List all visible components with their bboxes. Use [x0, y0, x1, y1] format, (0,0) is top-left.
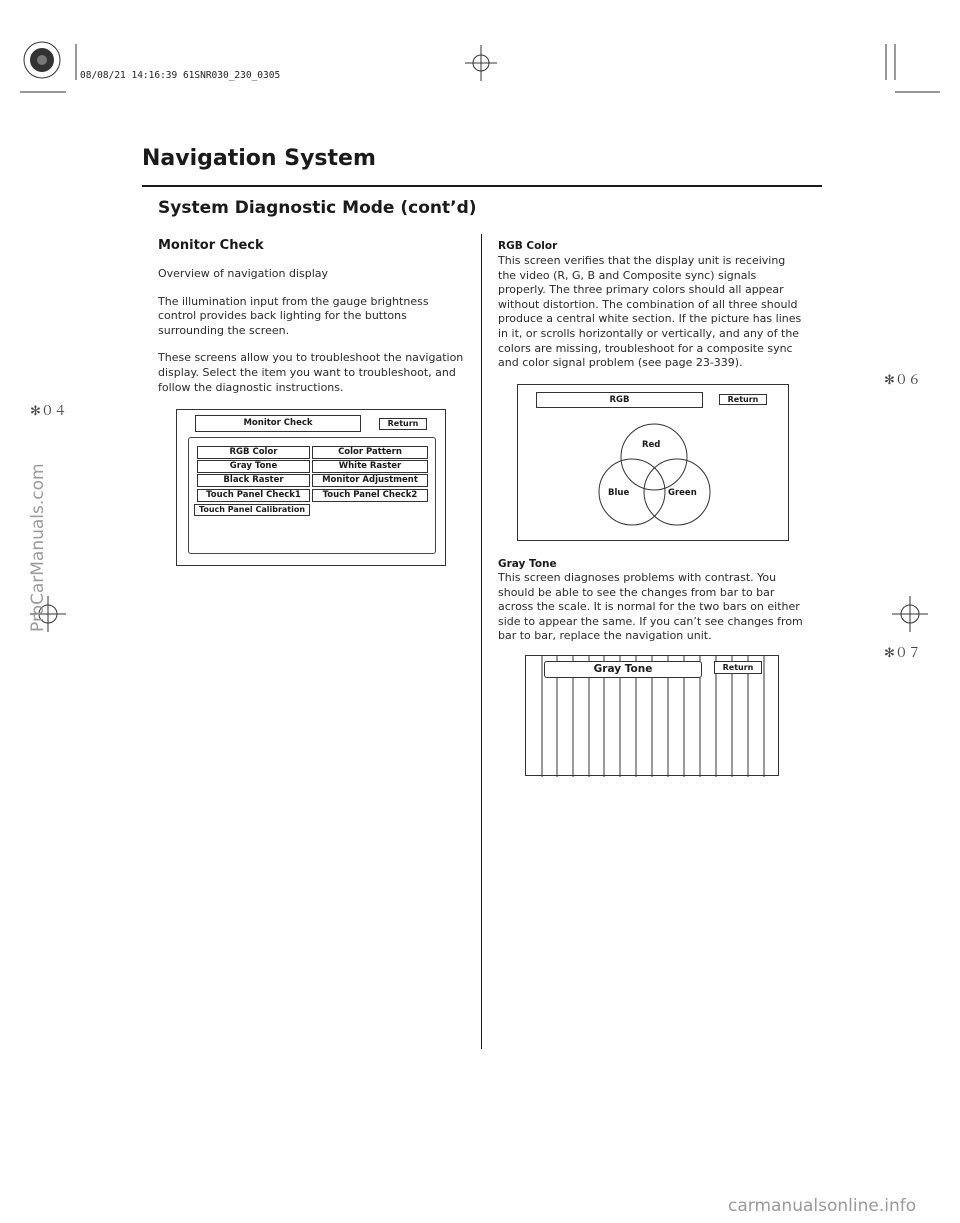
page-subtitle: System Diagnostic Mode (cont’d)	[158, 198, 477, 218]
red-circle	[621, 424, 687, 490]
footer-watermark: carmanualsonline.info	[728, 1196, 917, 1216]
monitor-check-screen	[176, 409, 446, 566]
black-raster-button[interactable]: Black Raster	[197, 474, 310, 487]
monitor-adjustment-button[interactable]: Monitor Adjustment	[312, 474, 428, 487]
margin-mark-left: ✻０４	[30, 404, 67, 419]
white-raster-button[interactable]: White Raster	[312, 460, 428, 473]
monitor-check-text	[158, 267, 468, 408]
print-stamp: 08/08/21 14:16:39 61SNR030_230_0305	[80, 70, 281, 81]
screen-title: Gray Tone	[544, 661, 702, 678]
screen-title: Monitor Check	[195, 415, 361, 432]
rgb-color-heading: RGB Color	[498, 240, 558, 252]
rgb-color-button[interactable]: RGB Color	[197, 446, 310, 459]
gray-tone-button[interactable]: Gray Tone	[197, 460, 310, 473]
crosshair-top-icon	[465, 45, 497, 81]
paragraph: The illumination input from the gauge brightness control provides back lighting for the buttons surrounding the screen.	[158, 294, 429, 337]
column-divider	[481, 234, 482, 1049]
green-label: Green	[668, 488, 697, 498]
rgb-circles-diagram	[518, 385, 790, 542]
return-button[interactable]: Return	[714, 661, 762, 674]
margin-mark-right-top: ✻０６	[884, 373, 921, 388]
red-label: Red	[642, 440, 661, 450]
section-title: Navigation System	[142, 146, 376, 171]
rgb-screen	[517, 384, 789, 541]
touch-panel-calibration-button[interactable]: Touch Panel Calibration	[194, 504, 310, 516]
color-pattern-button[interactable]: Color Pattern	[312, 446, 428, 459]
gray-tone-heading: Gray Tone	[498, 558, 557, 570]
header-rule	[142, 185, 822, 187]
touch-panel-check1-button[interactable]: Touch Panel Check1	[197, 489, 310, 502]
rgb-color-text: This screen verifies that the display unit is receiving the video (R, G, B and Composite sync) signals properly. The three primary colors should all appear without distortion. The combination of all three should produce a central white section. If the picture has lines in it, or scrolls horizontally or vertically, and any of the colors are missing, troubleshoot for a composite sync and color signal problem (see page 23-339).	[498, 254, 802, 370]
monitor-check-heading: Monitor Check	[158, 238, 264, 253]
side-watermark: ProCarManuals.com	[28, 463, 48, 632]
gray-tone-text: This screen diagnoses problems with contrast. You should be able to see the changes from bar to bar across the scale. It is normal for the two bars on either side to appear the same. If you can’t see changes from bar to bar, replace the navigation unit.	[498, 571, 803, 643]
registration-dot-icon	[24, 42, 60, 78]
margin-mark-right-bottom: ✻０７	[884, 646, 921, 661]
return-button[interactable]: Return	[719, 394, 767, 405]
screen-title: RGB	[536, 392, 703, 408]
touch-panel-check2-button[interactable]: Touch Panel Check2	[312, 489, 428, 502]
blue-label: Blue	[608, 488, 630, 498]
gray-tone-screen	[525, 655, 779, 776]
crosshair-right-icon	[892, 596, 928, 632]
paragraph: Overview of navigation display	[158, 267, 329, 280]
paragraph: These screens allow you to troubleshoot the navigation display. Select the item you want to troubleshoot, and follow the diagnostic instructions.	[158, 351, 464, 394]
return-button[interactable]: Return	[379, 418, 427, 430]
